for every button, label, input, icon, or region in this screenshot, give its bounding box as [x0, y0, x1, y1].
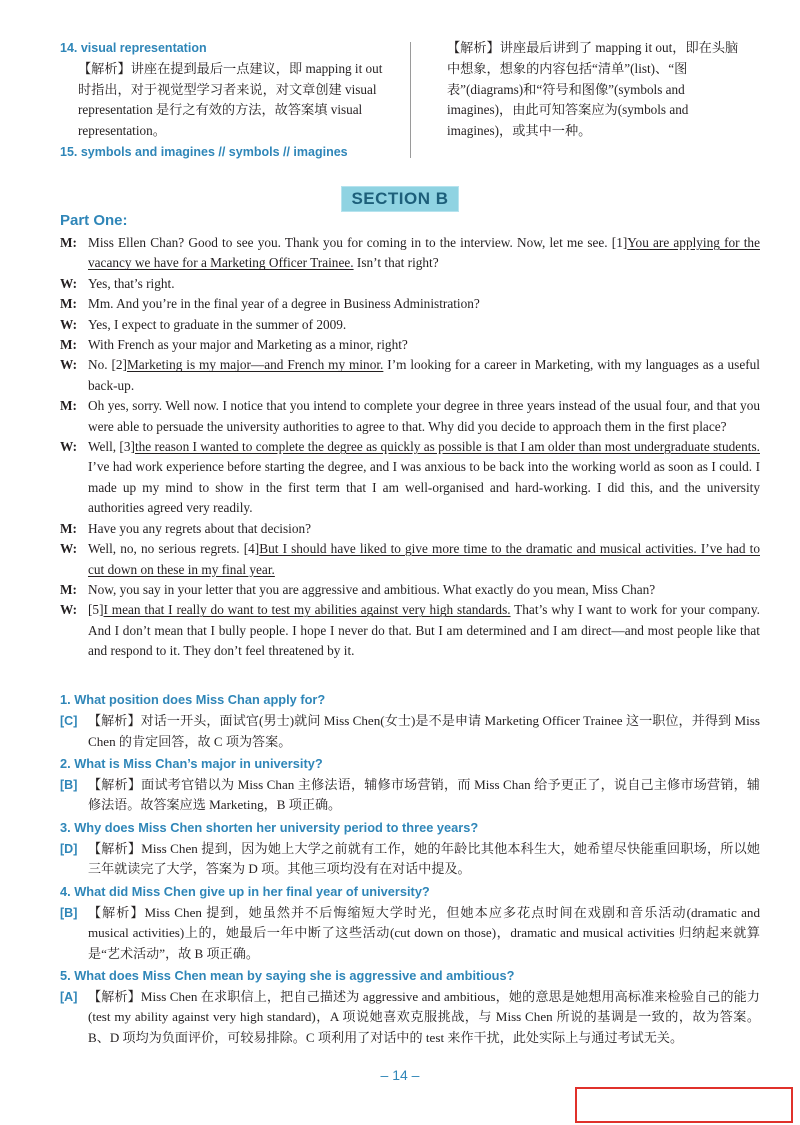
turn-text: No. [2]Marketing is my major—and French my minor. I’m looking for a career in Marketing, with my languages as a useful back-up. — [88, 357, 761, 393]
answer-block — [60, 775, 760, 816]
turn-text: Now, you say in your letter that you are aggressive and ambitious. What exactly do you mean, Miss Chan? — [88, 581, 656, 597]
questions-and-answers — [60, 690, 760, 1050]
turn-text: Well, [3]the reason I wanted to complete the degree as quickly as possible is that I am older than most undergraduate students. I’ve had work experience before starting the degree, and I was anxious to be back into the working world as soon as I could. I made up my mind to show in the first term that I am well-organised and hard-working. I did this, and the university authorities agreed very readily. — [88, 439, 760, 516]
dialogue-turn — [60, 315, 760, 335]
speaker-label: M: — [60, 337, 77, 353]
answer-explanation: 【解析】面试考官错以为 Miss Chan 主修法语，辅修市场营销，而 Miss Chan 给予更正了，说自己主修市场营销，辅修法语。故答案应选 Marketing，B 项正确。 — [88, 777, 760, 813]
answer-block — [60, 839, 760, 880]
speaker-label: W: — [60, 316, 77, 332]
turn-text: With French as your major and Marketing as a minor, right? — [88, 337, 408, 353]
page-number: – 14 – — [380, 1067, 420, 1083]
answer-block — [60, 987, 760, 1048]
turn-text: [5]I mean that I really do want to test my abilities against very high standards. That’s why I want to work for your company. And I don’t mean that I bully people. I hope I never do that. But I am determined and I am direct—and most people like that and respond to it. They don’t feel threatened by it. — [88, 602, 760, 659]
answer-letter: [B] — [60, 905, 78, 920]
dialogue-turn — [60, 274, 760, 294]
question-title: 2. What is Miss Chan’s major in university? — [60, 755, 323, 771]
answer-block — [60, 711, 760, 752]
part-title: Part One: — [60, 212, 128, 229]
speaker-label: W: — [60, 275, 77, 291]
dialogue-turn — [60, 335, 760, 355]
speaker-label: W: — [60, 439, 77, 455]
turn-text: Miss Ellen Chan? Good to see you. Thank you for coming in to the interview. Now, let me see. [1]You are applying for the vacancy we have for a Marketing Officer Trainee. Isn’t that right? — [88, 235, 760, 271]
dialogue-turn — [60, 233, 760, 274]
question-title: 1. What position does Miss Chan apply for? — [60, 692, 326, 707]
turn-text: Yes, that’s right. — [88, 275, 175, 291]
dialogue-turn — [60, 396, 760, 437]
speaker-label: W: — [60, 357, 77, 373]
dialogue-turn — [60, 519, 760, 539]
speaker-label: W: — [60, 602, 77, 618]
answer-letter: [A] — [60, 990, 78, 1005]
question-title: 4. What did Miss Chen give up in her final year of university? — [60, 883, 430, 899]
dialogue-turn — [60, 539, 760, 580]
answer-15-explanation: 【解析】讲座最后讲到了 mapping it out，即在头脑中想象，想象的内容包括“清单”(list)、“图表”(diagrams)和“符号和图像”(symbols and imagines)，由此可知答案应为(symbols and imagines)，或其中一种。 — [447, 40, 739, 139]
turn-text: Yes, I expect to graduate in the summer of 2009. — [88, 316, 347, 332]
speaker-label: W: — [60, 541, 77, 557]
turn-text: Well, no, no serious regrets. [4]But I should have liked to give more time to the dramatic and musical activities. I’ve had to cut down on these in my final year. — [88, 541, 760, 577]
turn-text: Oh yes, sorry. Well now. I notice that you intend to complete your degree in three years instead of the usual four, and that you were able to persuade the university authorities to agree to that. Why did you decide to approach them in the first place? — [88, 398, 760, 434]
answer-14-heading: 14. visual representation — [60, 41, 207, 55]
red-highlight-frame — [575, 1087, 793, 1123]
answer-explanation: 【解析】Miss Chen 提到，因为她上大学之前就有工作，她的年龄比其他本科生大，她希望尽快能重回职场，所以她三年就读完了大学，答案为 D 项。其他三项均没有在对话中提及。 — [88, 841, 760, 877]
key-sentence: But I should have liked to give more time to the dramatic and musical activities. I’ve had to cut down on these in my final year. — [88, 541, 760, 577]
answer-letter: [C] — [60, 714, 78, 729]
answer-block — [60, 903, 760, 964]
key-sentence: the reason I wanted to complete the degree as quickly as possible is that I am older than most undergraduate students. — [134, 439, 760, 455]
dialogue-transcript — [60, 233, 760, 662]
key-sentence: Marketing is my major—and French my minor. — [126, 357, 384, 373]
dialogue-turn — [60, 294, 760, 314]
key-sentence: You are applying for the vacancy we have for a Marketing Officer Trainee. — [88, 235, 760, 271]
section-heading — [0, 186, 800, 212]
answer-14-explanation: 【解析】讲座在提到最后一点建议，即 mapping it out 时指出，对于视觉型学习者来说，对文章创建 visual representation 是行之有效的方法，故答案填 visual representation。 — [78, 60, 383, 139]
dialogue-turn — [60, 580, 760, 600]
column-divider — [410, 42, 411, 158]
key-sentence: I mean that I really do want to test my abilities against very high standards. — [103, 602, 511, 618]
answer-explanation: 【解析】Miss Chen 提到，她虽然并不后悔缩短大学时光，但她本应多花点时间在戏剧和音乐活动(dramatic and musical activities)上的，她最后一年中断了这些活动(cut down on those)，dramatic and musical activities 归纳起来就算是“艺术活动”，故 B 项正确。 — [88, 904, 760, 961]
section-title: SECTION B — [341, 186, 458, 212]
speaker-label: M: — [60, 581, 77, 597]
speaker-label: M: — [60, 520, 77, 536]
speaker-label: M: — [60, 398, 77, 414]
speaker-label: M: — [60, 296, 77, 312]
question-title: 5. What does Miss Chen mean by saying she is aggressive and ambitious? — [60, 967, 515, 983]
answer-key-left-column — [60, 38, 395, 163]
answer-explanation: 【解析】对话一开头，面试官(男士)就问 Miss Chen(女士)是不是申请 Marketing Officer Trainee 这一职位，并得到 Miss Chen 的肯定回答，故 C 项为答案。 — [88, 713, 760, 749]
answer-letter: [B] — [60, 778, 78, 793]
answer-key-top — [60, 38, 750, 166]
dialogue-turn — [60, 355, 760, 396]
question-title: 3. Why does Miss Chen shorten her university period to three years? — [60, 819, 479, 835]
turn-text: Mm. And you’re in the final year of a degree in Business Administration? — [88, 296, 480, 312]
answer-explanation: 【解析】Miss Chen 在求职信上，把自己描述为 aggressive and ambitious，她的意思是她想用高标准来检验自己的能力(test my ability against very high standard)，A 项说她喜欢克服挑战，与 Miss Chen 所说的基调是一致的，故为答案。B、D 项均为负面评价，可较易排除。C 项利用了对话中的 test 来作干扰，此处实际上与通过考试无关。 — [88, 989, 760, 1045]
dialogue-turn — [60, 600, 760, 661]
dialogue-turn — [60, 437, 760, 519]
turn-text: Have you any regrets about that decision? — [88, 520, 312, 536]
answer-15-heading: 15. symbols and imagines // symbols // imagines — [60, 144, 348, 159]
speaker-label: M: — [60, 235, 77, 250]
answer-letter: [D] — [60, 842, 78, 857]
